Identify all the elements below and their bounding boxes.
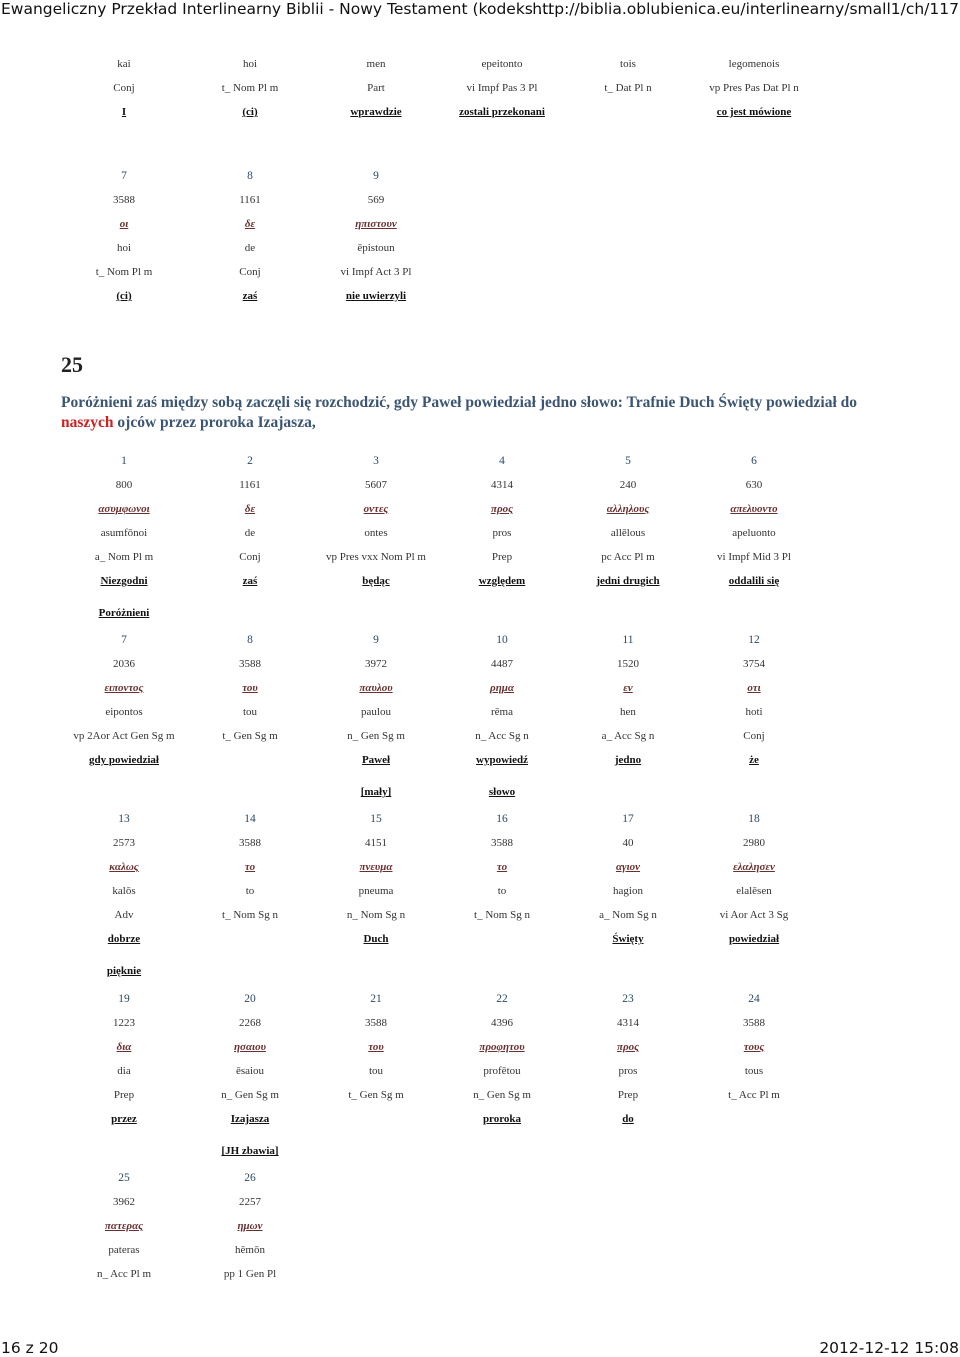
verse-text-start: Poróżnieni zaś między sobą zaczęli się rozchodzić, gdy Paweł powiedział jedno słowo: Trafnie Duch Święty powiedział do — [61, 394, 858, 411]
greek-link[interactable]: τους — [743, 1041, 765, 1053]
strong-number: 4314 — [617, 1017, 639, 1029]
polish-link[interactable]: do — [622, 1113, 634, 1125]
strong-number: 1161 — [239, 194, 261, 206]
greek-link[interactable]: ησαιου — [234, 1041, 266, 1053]
polish-row — [61, 573, 819, 589]
polish-link[interactable]: wprawdzie — [350, 106, 402, 118]
greek-link[interactable]: προς — [616, 1041, 640, 1053]
word-number: 4 — [499, 455, 505, 467]
translit: hen — [620, 706, 636, 718]
polish-row — [61, 931, 819, 947]
verse-number: 25 — [61, 352, 83, 377]
translit: ēpistoun — [357, 242, 395, 254]
word-number: 20 — [244, 993, 256, 1005]
greek-link[interactable]: το — [244, 861, 256, 873]
translit: pateras — [108, 1244, 140, 1256]
morph: Prep — [491, 551, 513, 563]
polish-alt-row — [61, 963, 819, 979]
word-number: 26 — [244, 1172, 256, 1184]
polish-link[interactable]: Izajasza — [230, 1113, 270, 1125]
greek-link[interactable]: δε — [244, 218, 256, 230]
word-number: 16 — [496, 813, 508, 825]
polish-link[interactable]: Duch — [363, 933, 389, 945]
polish-row — [61, 104, 819, 120]
strong-number: 2036 — [113, 658, 135, 670]
polish-link[interactable]: zaś — [242, 290, 258, 302]
polish-row — [61, 1111, 819, 1127]
translit: tou — [242, 706, 258, 718]
word-number: 19 — [118, 993, 130, 1005]
translit: asumfōnoi — [100, 527, 148, 539]
morph: Conj — [239, 266, 261, 278]
translit: de — [244, 242, 256, 254]
translit: hoi — [116, 242, 132, 254]
strong-number: 40 — [622, 837, 634, 849]
greek-link[interactable]: δια — [116, 1041, 132, 1053]
morph-row — [61, 549, 819, 565]
greek-link[interactable]: πνευμα — [359, 861, 393, 873]
morph: t_ Nom Sg n — [474, 909, 530, 921]
word-number: 14 — [244, 813, 256, 825]
strong-number: 2257 — [239, 1196, 261, 1208]
word-number: 15 — [370, 813, 382, 825]
morph: t_ Dat Pl n — [604, 82, 652, 94]
translit: apeluonto — [732, 527, 776, 539]
translit: kai — [117, 58, 131, 70]
strong-number: 1520 — [617, 658, 639, 670]
strong-number: 800 — [115, 479, 133, 491]
translit: pros — [618, 1065, 638, 1077]
strong-row — [61, 192, 819, 208]
polish-link[interactable]: zostali przekonani — [459, 106, 545, 118]
morph-row — [61, 1087, 819, 1103]
strong-number: 569 — [367, 194, 385, 206]
page-title: Ewangeliczny Przekład Interlinearny Biblii - Nowy Testament (kodeks ... — [1, 0, 553, 18]
morph: t_ Nom Pl m — [221, 82, 279, 94]
number-row — [61, 632, 819, 648]
word-number: 10 — [496, 634, 508, 646]
greek-link[interactable]: ηπιστουν — [355, 218, 397, 230]
strong-number: 4314 — [491, 479, 513, 491]
polish-link[interactable]: wypowiedź — [476, 754, 528, 766]
word-number: 7 — [121, 634, 127, 646]
translit-row — [61, 56, 819, 72]
strong-number: 4151 — [365, 837, 387, 849]
strong-number: 3588 — [239, 837, 261, 849]
greek-link[interactable]: του — [368, 1041, 384, 1053]
strong-number: 3754 — [743, 658, 765, 670]
strong-number: 3588 — [743, 1017, 765, 1029]
morph-row — [61, 1266, 819, 1282]
number-row — [61, 1170, 819, 1186]
morph-row — [61, 907, 819, 923]
page-counter: 16 z 20 — [1, 1339, 59, 1357]
morph: t_ Gen Sg m — [348, 1089, 404, 1101]
number-row — [61, 453, 819, 469]
translit: ontes — [364, 527, 388, 539]
polish-alt-row — [61, 605, 819, 621]
translit: pneuma — [358, 885, 394, 897]
word-number: 11 — [622, 634, 634, 646]
strong-row — [61, 477, 819, 493]
greek-row — [61, 1218, 819, 1234]
translit: to — [497, 885, 507, 897]
greek-link[interactable]: ειποντος — [104, 682, 144, 694]
morph: Conj — [743, 730, 765, 742]
translit: tois — [620, 58, 636, 70]
word-number: 24 — [748, 993, 760, 1005]
number-row — [61, 811, 819, 827]
browser-print-footer — [0, 1339, 960, 1357]
strong-number: 2573 — [113, 837, 135, 849]
polish-link[interactable]: będąc — [362, 575, 390, 587]
morph: vi Impf Pas 3 Pl — [466, 82, 538, 94]
word-number: 6 — [751, 455, 757, 467]
number-row — [61, 991, 819, 1007]
morph: n_ Gen Sg m — [221, 1089, 279, 1101]
greek-link[interactable]: οι — [119, 218, 129, 230]
greek-row — [61, 859, 819, 875]
strong-row — [61, 1194, 819, 1210]
translit: legomenois — [728, 58, 780, 70]
translit-row — [61, 240, 819, 256]
morph: t_ Gen Sg m — [222, 730, 278, 742]
translit: epeitonto — [481, 58, 523, 70]
translit-row — [61, 1242, 819, 1258]
greek-row — [61, 1039, 819, 1055]
polish-link[interactable]: co jest mówione — [716, 106, 792, 118]
word-number: 7 — [121, 170, 127, 182]
morph: Conj — [239, 551, 261, 563]
strong-number: 3588 — [239, 658, 261, 670]
word-number: 5 — [625, 455, 631, 467]
strong-number: 3972 — [365, 658, 387, 670]
morph: a_ Acc Sg n — [601, 730, 655, 742]
polish-link[interactable]: (ci) — [242, 106, 258, 118]
greek-link[interactable]: ημων — [237, 1220, 263, 1232]
word-number: 18 — [748, 813, 760, 825]
translit-row — [61, 883, 819, 899]
polish-link[interactable]: że — [749, 754, 759, 766]
strong-number: 4396 — [491, 1017, 513, 1029]
morph: vi Impf Act 3 Pl — [340, 266, 412, 278]
greek-link[interactable]: προς — [490, 503, 514, 515]
translit: allēlous — [610, 527, 646, 539]
morph: t_ Acc Pl m — [728, 1089, 780, 1101]
strong-number: 1223 — [113, 1017, 135, 1029]
polish-link[interactable]: gdy powiedział — [89, 754, 159, 766]
greek-link[interactable]: ελαλησεν — [733, 861, 775, 873]
number-row — [61, 168, 819, 184]
polish-link[interactable]: względem — [478, 575, 526, 587]
word-number: 23 — [622, 993, 634, 1005]
greek-link[interactable]: αγιον — [615, 861, 641, 873]
translit: hēmōn — [235, 1244, 265, 1256]
morph: Prep — [113, 1089, 135, 1101]
polish-alt-link[interactable]: pięknie — [106, 965, 142, 977]
word-number: 2 — [247, 455, 253, 467]
greek-link[interactable]: δε — [244, 503, 256, 515]
morph: vp Pres Pas Dat Pl n — [709, 82, 799, 94]
strong-number: 3962 — [113, 1196, 135, 1208]
morph: a_ Nom Sg n — [599, 909, 657, 921]
strong-number: 240 — [619, 479, 637, 491]
polish-link[interactable]: jedno — [614, 754, 642, 766]
translit: ēsaiou — [235, 1065, 265, 1077]
polish-link[interactable]: Święty — [612, 933, 644, 945]
strong-number: 3588 — [365, 1017, 387, 1029]
browser-print-header — [0, 0, 960, 20]
morph: n_ Gen Sg m — [347, 730, 405, 742]
strong-number: 3588 — [491, 837, 513, 849]
strong-number: 1161 — [239, 479, 261, 491]
word-number: 9 — [373, 634, 379, 646]
polish-link[interactable]: dobrze — [107, 933, 141, 945]
morph: a_ Nom Pl m — [94, 551, 154, 563]
polish-row — [61, 752, 819, 768]
polish-link[interactable]: powiedział — [728, 933, 780, 945]
strong-number: 5607 — [365, 479, 387, 491]
morph: vp 2Aor Act Gen Sg m — [73, 730, 175, 742]
strong-number: 630 — [745, 479, 763, 491]
word-number: 22 — [496, 993, 508, 1005]
morph: Adv — [114, 909, 134, 921]
polish-alt-link[interactable]: słowo — [488, 786, 516, 798]
translit: pros — [492, 527, 512, 539]
morph: vi Impf Mid 3 Pl — [717, 551, 791, 563]
polish-link[interactable]: przez — [111, 1113, 137, 1125]
translit: rēma — [491, 706, 513, 718]
morph: n_ Gen Sg m — [473, 1089, 531, 1101]
strong-number: 4487 — [491, 658, 513, 670]
translit: tou — [368, 1065, 384, 1077]
strong-row — [61, 656, 819, 672]
translit: eipontos — [105, 706, 143, 718]
translit-row — [61, 704, 819, 720]
polish-alt-link[interactable]: [mały] — [360, 786, 392, 798]
print-datetime: 2012-12-12 15:08 — [819, 1339, 959, 1357]
polish-link[interactable]: Paweł — [361, 754, 391, 766]
polish-link[interactable]: nie uwierzyli — [345, 290, 407, 302]
morph: n_ Acc Pl m — [96, 1268, 152, 1280]
morph-row — [61, 728, 819, 744]
greek-link[interactable]: οτι — [747, 682, 761, 694]
polish-link[interactable]: proroka — [482, 1113, 522, 1125]
translit-row — [61, 525, 819, 541]
translit: hagion — [613, 885, 643, 897]
polish-row — [61, 288, 819, 304]
greek-link[interactable]: εν — [623, 682, 633, 694]
page-url[interactable]: http://biblia.oblubienica.eu/interlinearny/small1/ch/117 — [532, 0, 959, 18]
translit: hoi — [242, 58, 258, 70]
greek-link[interactable]: προφητου — [479, 1041, 525, 1053]
word-number: 1 — [121, 455, 127, 467]
greek-link[interactable]: καλως — [109, 861, 139, 873]
word-number: 9 — [373, 170, 379, 182]
translit: dia — [117, 1065, 131, 1077]
strong-row — [61, 835, 819, 851]
strong-number: 3588 — [113, 194, 135, 206]
word-number: 8 — [247, 170, 253, 182]
polish-alt-link[interactable]: Poróżnieni — [98, 607, 150, 619]
greek-link[interactable]: ρημα — [490, 682, 514, 694]
polish-link[interactable]: Niezgodni — [100, 575, 148, 587]
greek-link[interactable]: απελυοντο — [730, 503, 778, 515]
polish-alt-link[interactable]: [JH zbawia] — [221, 1145, 279, 1157]
polish-link[interactable]: zaś — [242, 575, 258, 587]
morph: Conj — [113, 82, 135, 94]
polish-link[interactable]: I — [121, 106, 127, 118]
morph: t_ Nom Sg n — [222, 909, 278, 921]
translit: men — [366, 58, 386, 70]
polish-link[interactable]: (ci) — [116, 290, 132, 302]
polish-alt-row — [61, 1143, 819, 1159]
greek-link[interactable]: το — [496, 861, 508, 873]
morph-row — [61, 264, 819, 280]
greek-row — [61, 216, 819, 232]
morph: pp 1 Gen Pl — [223, 1268, 277, 1280]
verse-text — [61, 393, 901, 433]
word-number: 25 — [118, 1172, 130, 1184]
greek-link[interactable]: του — [242, 682, 258, 694]
strong-number: 2980 — [743, 837, 765, 849]
morph: n_ Acc Sg n — [475, 730, 529, 742]
polish-alt-row — [61, 784, 819, 800]
translit: tous — [744, 1065, 764, 1077]
translit: kalōs — [112, 885, 136, 897]
translit: elalēsen — [736, 885, 772, 897]
morph: Prep — [617, 1089, 639, 1101]
polish-link[interactable]: jedni drugich — [596, 575, 660, 587]
greek-link[interactable]: παυλου — [359, 682, 393, 694]
word-number: 8 — [247, 634, 253, 646]
translit: profētou — [483, 1065, 521, 1077]
polish-link[interactable]: oddalili się — [728, 575, 780, 587]
greek-link[interactable]: ασυμφωνοι — [98, 503, 150, 515]
morph: Part — [367, 82, 385, 94]
morph-row — [61, 80, 819, 96]
greek-link[interactable]: αλληλους — [606, 503, 650, 515]
translit: de — [244, 527, 256, 539]
verse-text-end: ojców przez proroka Izajasza, — [113, 414, 316, 431]
translit-row — [61, 1063, 819, 1079]
strong-row — [61, 1015, 819, 1031]
word-number: 3 — [373, 455, 379, 467]
word-number: 17 — [622, 813, 634, 825]
word-number: 21 — [370, 993, 382, 1005]
greek-row — [61, 680, 819, 696]
greek-link[interactable]: οντες — [363, 503, 389, 515]
greek-link[interactable]: πατερας — [104, 1220, 144, 1232]
morph: vi Aor Act 3 Sg — [719, 909, 789, 921]
verse-text-highlight: naszych — [61, 414, 114, 431]
morph: n_ Nom Sg n — [346, 909, 406, 921]
translit: to — [245, 885, 255, 897]
strong-number: 2268 — [239, 1017, 261, 1029]
translit: hoti — [745, 706, 763, 718]
morph: t_ Nom Pl m — [95, 266, 153, 278]
word-number: 12 — [748, 634, 760, 646]
translit: paulou — [361, 706, 391, 718]
morph: vp Pres vxx Nom Pl m — [326, 551, 426, 563]
morph: pc Acc Pl m — [601, 551, 655, 563]
word-number: 13 — [118, 813, 130, 825]
greek-row — [61, 501, 819, 517]
